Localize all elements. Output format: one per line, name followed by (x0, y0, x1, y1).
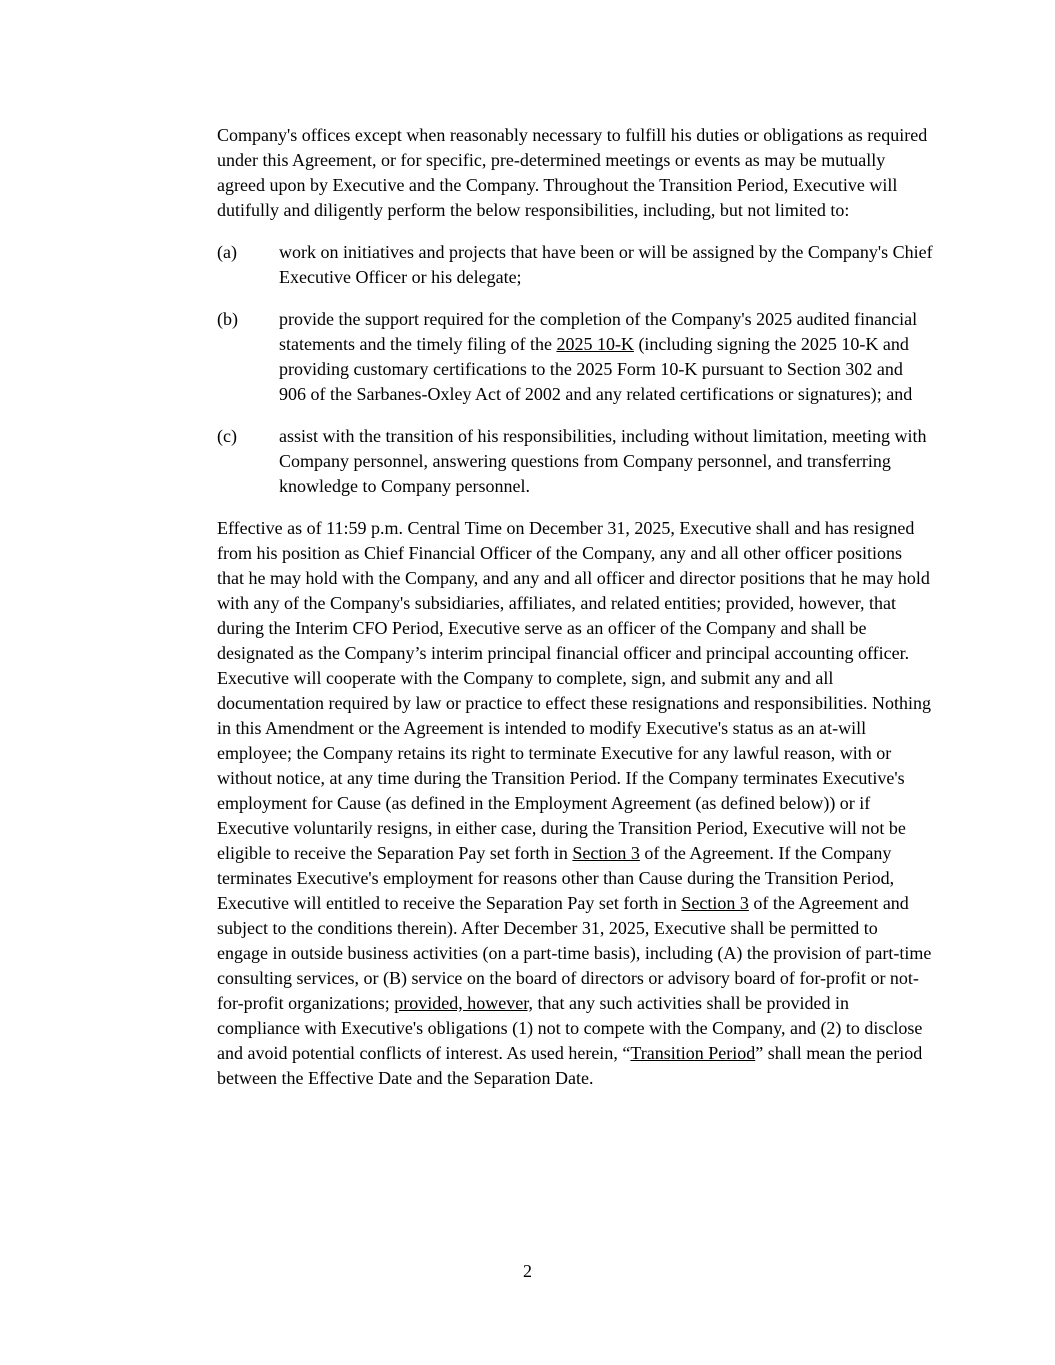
text-segment: Effective as of 11:59 p.m. Central Time on December 31, 2025, Executive shall and has resigned from his position as Chief Financial Officer of the Company, any and all other officer positions that he may hold with the Company, and any and all officer and director positions that he may hold with any of the Company's subsidiaries, affiliates, and related entities; provided, however, that during the Interim CFO Period, Executive serve as an officer of the Company and shall be designated as the Company’s interim principal financial officer and principal accounting officer. Executive will cooperate with the Company to complete, sign, and submit any and all documentation required by law or practice to effect these resignations and responsibilities. Nothing in this Amendment or the Agreement is intended to modify Executive's status as an at-will employee; the Company retains its right to terminate Executive for any lawful reason, with or without notice, at any time during the Transition Period. If the Company terminates Executive's employment for Cause (as defined in the Employment Agreement (as defined below)) or if Executive voluntarily resigns, in either case, during the Transition Period, Executive will not be eligible to receive the Separation Pay set forth in (217, 518, 931, 863)
section-3-reference: Section 3 (572, 843, 640, 863)
text-segment: that any such activities shall be provided in compliance with Executive's obligations (1) not to compete with the Company, and (2) to disclose and avoid potential conflicts of interest. As used herein, “ (217, 993, 923, 1063)
provided-however-term: provided, however, (394, 993, 534, 1013)
text-segment: provide the support required for the completion of the Company's 2025 audited financial statements and the timely filing of the (279, 309, 918, 354)
section-3-reference: Section 3 (681, 893, 749, 913)
document-body (217, 123, 933, 1091)
text-segment: ” shall mean the period between the Effective Date and the Separation Date. (217, 1043, 923, 1088)
text-segment: of the Agreement. If the Company terminates Executive's employment for reasons other than Cause during the Transition Period, Executive will entitled to receive the Separation Pay set forth in (217, 843, 895, 913)
defined-term-2025-10k: 2025 10-K (556, 334, 634, 354)
list-item-text (279, 307, 933, 407)
text-segment: of the Agreement and subject to the conditions therein). After December 31, 2025, Executive shall be permitted to engage in outside business activities (on a part-time basis), including (A) the provision of part-time consulting services, or (B) service on the board of directors or advisory board of for-profit or not-for-profit organizations; (217, 893, 932, 1013)
transition-period-term: Transition Period (630, 1043, 756, 1063)
list-item-c (217, 424, 933, 499)
list-item-label: (c) (217, 426, 237, 446)
closing-paragraph (217, 516, 933, 1091)
list-item-a (217, 240, 933, 290)
list-item-b (217, 307, 933, 407)
list-item-label: (a) (217, 242, 237, 262)
list-item-text: work on initiatives and projects that have been or will be assigned by the Company's Chief Executive Officer or his delegate; (279, 242, 933, 287)
list-item-text: assist with the transition of his responsibilities, including without limitation, meeting with Company personnel, answering questions from Company personnel, and transferring knowledge to Company personnel. (279, 426, 927, 496)
page-number: 2 (523, 1261, 532, 1281)
text-segment: (including signing the 2025 10-K and providing customary certifications to the 2025 Form 10-K pursuant to Section 302 and 906 of the Sarbanes-Oxley Act of 2002 and any related certifications or signatures); and (279, 334, 913, 404)
intro-paragraph: Company's offices except when reasonably necessary to fulfill his duties or obligations as required under this Agreement, or for specific, pre-determined meetings or events as may be mutually agreed upon by Executive and the Company. Throughout the Transition Period, Executive will dutifully and diligently perform the below responsibilities, including, but not limited to: (217, 125, 928, 220)
list-item-label: (b) (217, 309, 238, 329)
